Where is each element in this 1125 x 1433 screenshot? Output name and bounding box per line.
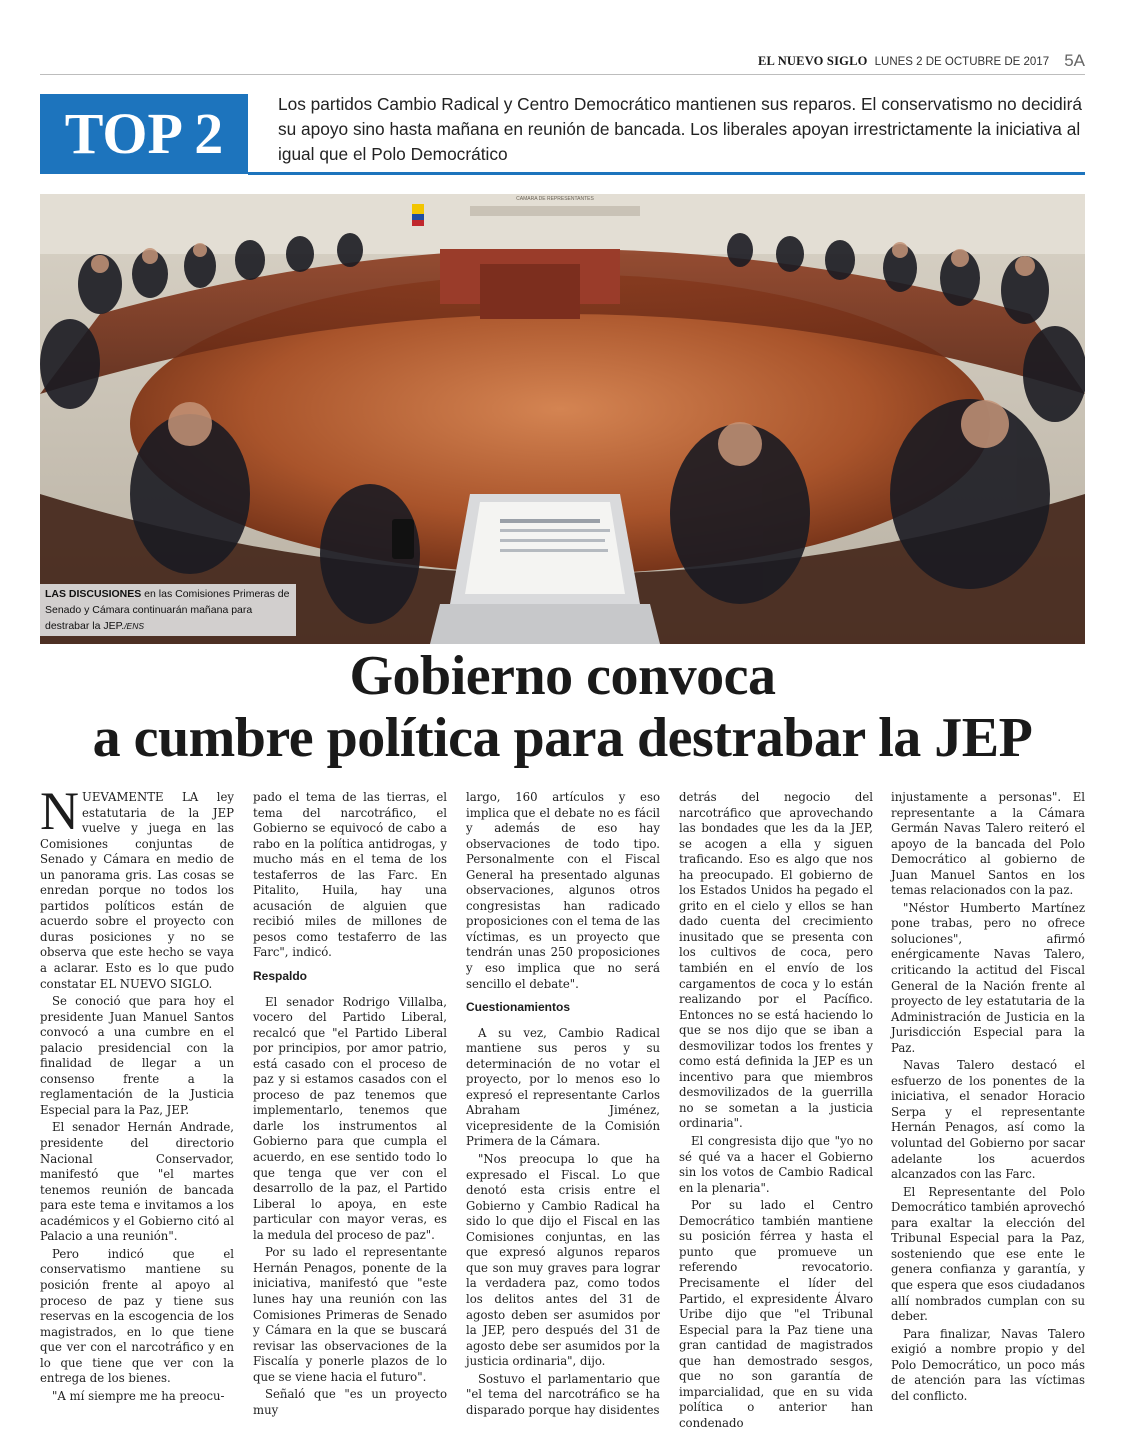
paragraph: El congresista dijo que "yo no sé qué va a hacer el Gobierno sin los votos de Cambio Radical en la plenaria". xyxy=(679,1134,873,1195)
paragraph: El senador Rodrigo Villalba, vocero del Partido Liberal, recalcó que "el Partido Liberal por principios, por amor patrio, está casado con el proceso de paz y si estamos casados con el proceso de paz tenemos que implementarlo, tenemos que darle los instrumentos al Gobierno para que cumpla el acuerdo, en ese sentido todo lo que tenga que ver con el desarrollo de la paz, el Partido Liberal lo apoya, en este particular con mayor veras, es la medula del proceso de paz". xyxy=(253,994,447,1242)
caption-text: en las Comisiones Primeras de Senado y Cámara continuarán mañana para destrabar la JEP. xyxy=(45,588,290,632)
paragraph: detrás del negocio del narcotráfico que aprovechando las bondades que les da la JEP, se acogen a ella y siguen traficando. Eso es algo que nos ha preocupado. El gobierno de los Estados Unidos ha pegado el grito en el cielo y ellos se han dado cuenta del crecimiento inusitado que se presenta con los cultivos de coca, pero también en el envío de los cargamentos de coca y lo están realizando por el Pacífico. Entonces no se está haciendo lo que se nos dijo que se iban a desmovilizar todos los frentes y como está definida la JEP es un incentivo para que miembros desmovilizados de la guerrilla no se sometan a la justicia ordinaria". xyxy=(679,790,873,1131)
section-rule xyxy=(248,172,1085,175)
paragraph: Para finalizar, Navas Talero exigió a nombre propio y del Polo Democrático, un poco más de atención para las víctimas del conflicto. xyxy=(891,1326,1085,1403)
headline-line-2: a cumbre política para destrabar la JEP xyxy=(92,707,1033,769)
paragraph: Navas Talero destacó el esfuerzo de los ponentes de la iniciativa, el senador Horacio Serpa y el representante Hernán Penagos, así como la voluntad del Gobierno por sacar adelante los acuerdos alcanzados con las Farc. xyxy=(891,1058,1085,1182)
paragraph: largo, 160 artículos y eso implica que el debate no es fácil y además de eso hay observaciones de todo tipo. Personalmente con el Fiscal General ha presentado algunas observaciones, algunos otros congresistas han radicado proposiciones con el tema de las víctimas, es un proyecto que tendrán unas 250 proposiciones y eso implica que no será sencillo el debate". xyxy=(466,790,660,991)
article-column-4 xyxy=(679,790,873,1433)
article-column-3 xyxy=(466,790,660,1420)
paragraph: injustamente a personas". El representante a la Cámara Germán Navas Talero reiteró el apoyo de la bancada del Polo Democrático al gobierno de Juan Manuel Santos en los temas relacionados con la paz. xyxy=(891,790,1085,898)
page-number: 5A xyxy=(1064,51,1085,70)
paragraph: Sostuvo el parlamentario que "el tema del narcotráfico se ha disparado porque hay disidentes xyxy=(466,1371,660,1417)
paragraph xyxy=(40,781,234,992)
congress-chamber-illustration xyxy=(40,194,1085,644)
paragraph: A su vez, Cambio Radical mantiene sus peros y su determinación de no votar el proyecto, por lo menos eso lo expresó el representante Carlos Abraham Jiménez, vicepresidente de la Comisión Primera de la Cámara. xyxy=(466,1025,660,1149)
article-column-5 xyxy=(891,790,1085,1406)
drop-cap: N xyxy=(40,781,79,841)
paragraph: "Néstor Humberto Martínez pone trabas, pero no ofrece soluciones", afirmó enérgicamente Navas Talero, criticando la actitud del Fiscal General de la Nación frente al proyecto de ley estatutaria de la Administración de Justicia en la Jurisdicción Especial para la Paz. xyxy=(891,900,1085,1055)
paragraph: "Nos preocupa lo que ha expresado el Fiscal. Lo que denotó esta crisis entre el Gobierno y Cambio Radical ha sido lo que dijo el Fiscal en las Comisiones conjuntas, en las que expresó algunos reparos que son muy graves para lograr la verdadera paz, como todos los delitos antes del 31 de agosto deben ser asumidos por la JEP, pero después del 31 de agosto debe ser asumidos por la justicia ordinaria", dijo. xyxy=(466,1152,660,1369)
paragraph: Señaló que "es un proyecto muy xyxy=(253,1387,447,1417)
paragraph: Por su lado el representante Hernán Penagos, ponente de la iniciativa, manifestó que "este lunes hay una reunión con las Comisiones Primeras de Senado y Cámara en la que se buscará revisar las observaciones de la Fiscalía y ponerle plazos de lo que se viene hacia el futuro". xyxy=(253,1245,447,1384)
subheading-cuestionamientos: Cuestionamientos xyxy=(466,1000,571,1015)
caption-lead: LAS DISCUSIONES xyxy=(45,588,142,600)
headline xyxy=(40,645,1085,769)
photo-caption xyxy=(40,584,296,636)
paragraph: Pero indicó que el conservatismo mantiene su posición frente al apoyo al proceso de paz y tiene sus reservas en la escogencia de los magistrados, en lo que tiene que ver con el narcotráfico y en lo que tiene que ver con la entrega de los bienes. xyxy=(40,1246,234,1386)
wall-sign: CAMARA DE REPRESENTANTES xyxy=(516,196,594,202)
paragraph: "A mí siempre me ha preocu- xyxy=(52,1388,225,1403)
caption-credit: /ENS xyxy=(124,621,145,631)
paragraph: El Representante del Polo Democrático también aprovechó para exaltar la elección del Tribunal Especial para la Paz, sosteniendo que ese ente le genera confianza y garantía, y que espera que esos ciudadanos allí nombrados cumplan con su deber. xyxy=(891,1184,1085,1324)
masthead-right xyxy=(758,50,1085,70)
paragraph-text: UEVAMENTE LA ley estatutaria de la JEP vuelve y juega en las Comisiones conjuntas de Senado y Cámara en medio de un panorama gris. Las cosas se enredan porque no todos los partidos políticos están de acuerdo sobre el proyecto con duras posiciones y no se observa que este hecho se vaya a aclarar. Esto es lo que pudo constatar EL NUEVO SIGLO. xyxy=(40,790,234,991)
publication-name: EL NUEVO SIGLO xyxy=(758,54,868,68)
masthead xyxy=(40,50,1085,75)
lede-text: Los partidos Cambio Radical y Centro Democrático mantienen sus reparos. El conservatismo no decidirá su apoyo sino hasta mañana en reunión de bancada. Los liberales apoyan irrestrictamente la iniciativa al igual que el Polo Democrático xyxy=(278,94,1082,164)
paragraph: pado el tema de las tierras, el tema del narcotráfico, el Gobierno se equivocó de cabo a rabo en la política antidrogas, y mucho más en el tema de los testaferros de las Farc. En Pitalito, Huila, hay una acusación de alguien que recibió miles de millones de pesos como testaferro de las Farc", indicó. xyxy=(253,790,447,960)
subheading-respaldo: Respaldo xyxy=(253,969,308,984)
section-label: TOP 2 xyxy=(40,94,248,174)
issue-date: LUNES 2 DE OCTUBRE DE 2017 xyxy=(874,56,1050,68)
article-column-2 xyxy=(253,790,447,1420)
article-photo xyxy=(40,194,1085,644)
paragraph: El senador Hernán Andrade, presidente del directorio Nacional Conservador, manifestó que "el martes tenemos reunión de bancada para este tema e invitamos a los académicos y el Gobierno citó al Palacio a una reunión". xyxy=(40,1120,234,1244)
article-column-1 xyxy=(40,781,234,1406)
paragraph: Se conoció que para hoy el presidente Juan Manuel Santos convocó a una cumbre en el palacio presidencial con la finalidad de llegar a un consenso frente a la reglamentación de la Justicia Especial para la Paz, JEP. xyxy=(40,994,234,1117)
headline-line-1: Gobierno convoca xyxy=(349,645,776,707)
paragraph: Por su lado el Centro Democrático también mantiene su posición férrea y hasta el punto que promueve un referendo revocatorio. Precisamente el líder del Partido, el expresidente Álvaro Uribe dijo que "el Tribunal Especial para la Paz tiene una gran cantidad de magistrados que han demostrado sesgos, que no son garantía de imparcialidad, que en su vida política o anterior han condenado xyxy=(679,1198,873,1430)
